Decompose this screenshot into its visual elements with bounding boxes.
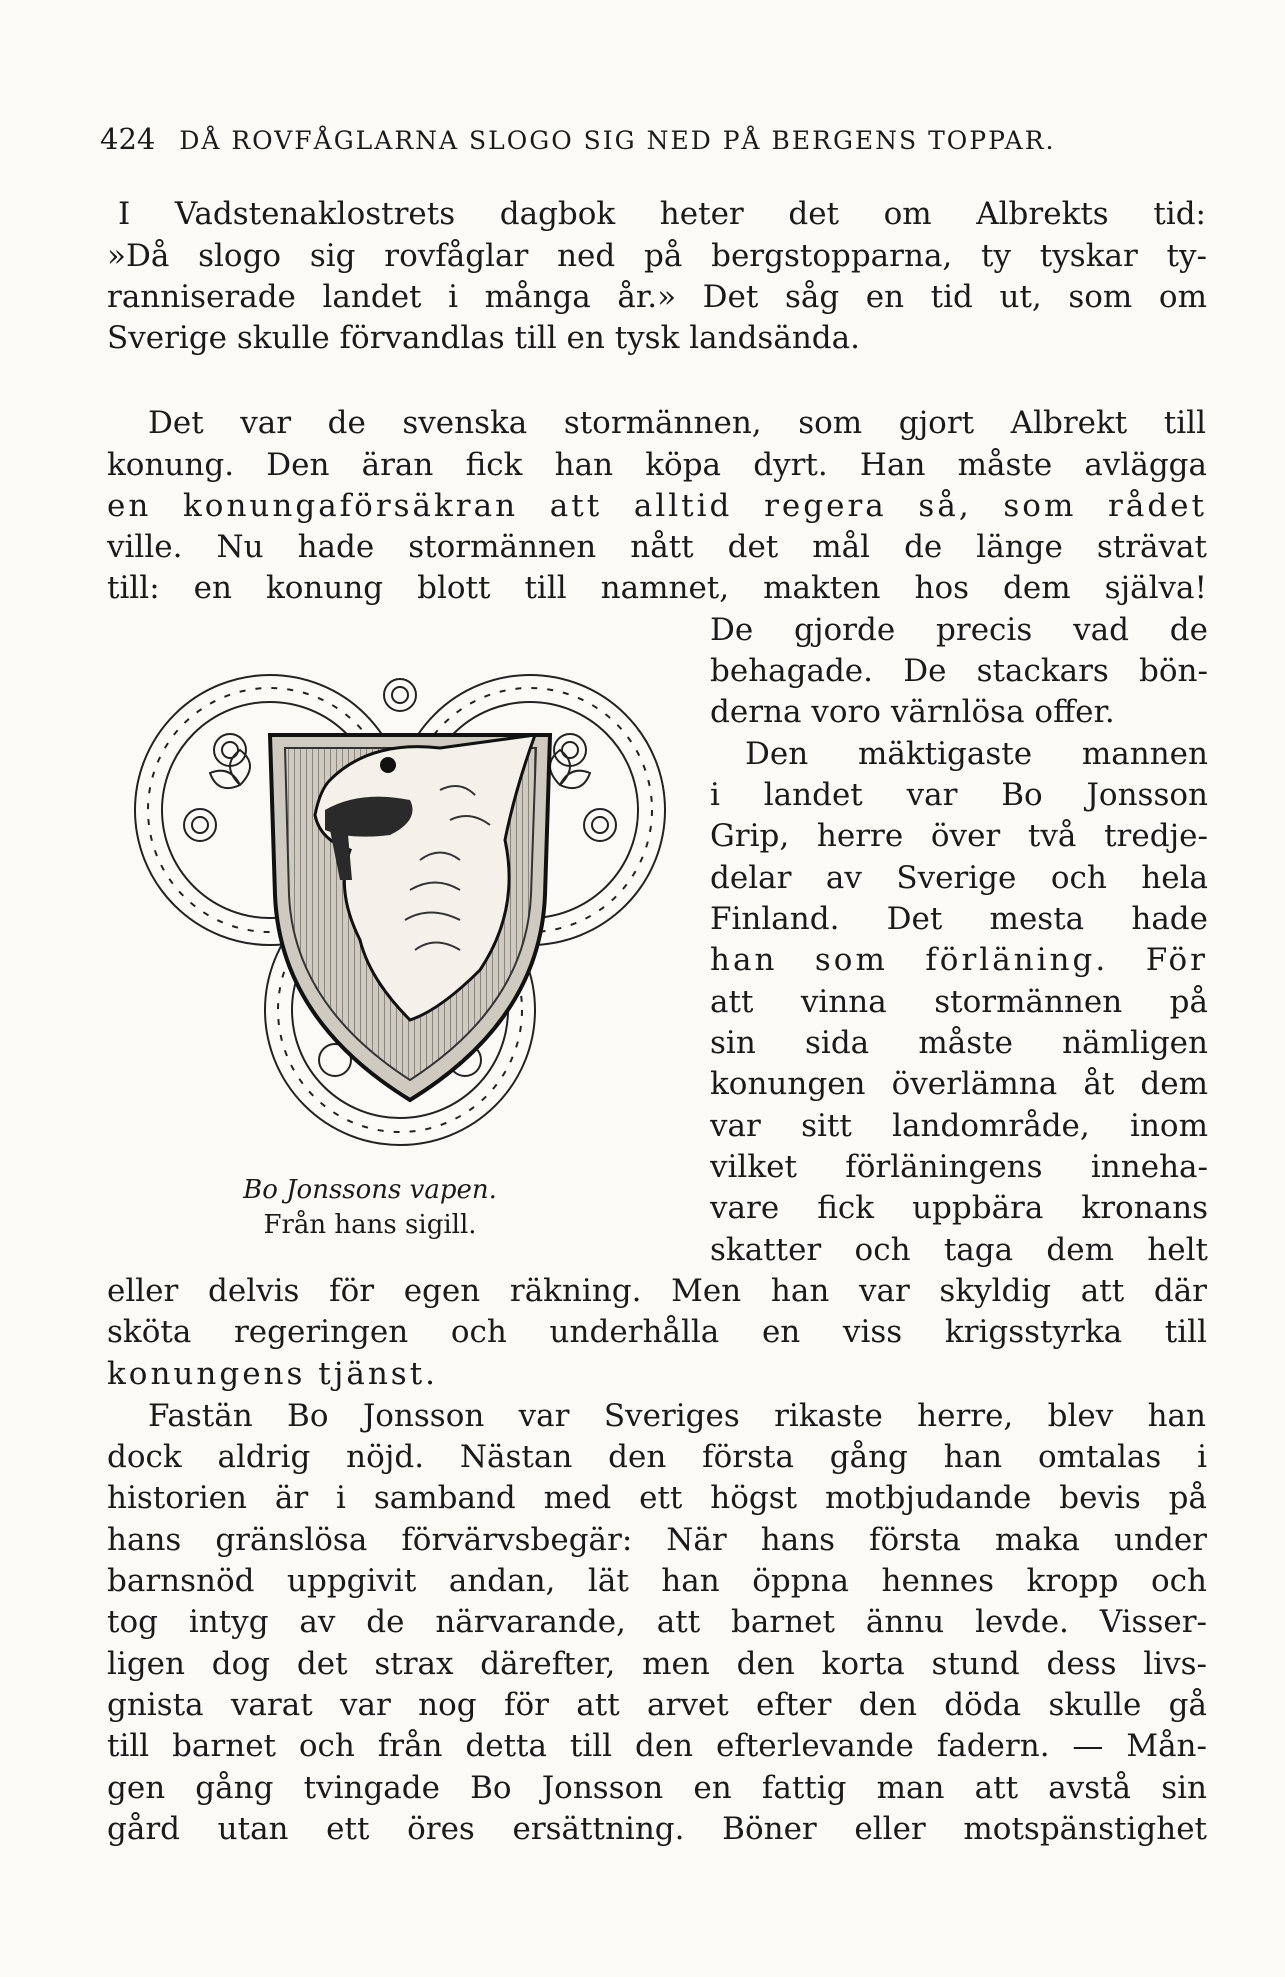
text-line: I Vadstenaklostrets dagbok heter det om Albrekts tid:	[118, 196, 1206, 232]
running-header	[100, 122, 1210, 156]
text-line: De gjorde precis vad de	[710, 612, 1208, 648]
text-line: gård utan ett öres ersättning. Böner eller motspänstighet	[107, 1811, 1207, 1847]
text-line: att vinna stormännen på	[710, 984, 1208, 1020]
text-line: i landet var Bo Jonsson	[710, 777, 1208, 813]
text-line: dock aldrig nöjd. Nästan den första gång han omtalas i	[107, 1439, 1207, 1475]
running-title: DÅ ROVFÅGLARNA SLOGO SIG NED PÅ BERGENS TOPPAR.	[179, 126, 1056, 155]
text-line: Den mäktigaste mannen	[745, 736, 1208, 772]
text-line: tog intyg av de närvarande, att barnet ännu levde. Visser-	[107, 1604, 1207, 1640]
text-line: Grip, herre över två tredje-	[710, 818, 1208, 854]
figure-caption-title: Bo Jonssons vapen.	[243, 1175, 497, 1205]
text-line: till barnet och från detta till den efterlevande fadern. — Mån-	[107, 1728, 1207, 1764]
text-line: delar av Sverige och hela	[710, 860, 1208, 896]
text-line: Finland. Det mesta hade	[710, 901, 1208, 937]
text-line: »Då slogo sig rovfåglar ned på bergstopparna, ty tyskar ty-	[107, 238, 1207, 274]
text-line: till: en konung blott till namnet, makten hos dem själva!	[107, 570, 1207, 606]
text-line: hans gränslösa förvärvsbegär: När hans första maka under	[107, 1522, 1207, 1558]
text-line: Det var de svenska stormännen, som gjort Albrekt till	[148, 405, 1206, 441]
text-line: han som förläning. För	[710, 942, 1208, 978]
text-line: sin sida måste nämligen	[710, 1025, 1208, 1061]
seal-illustration	[120, 640, 680, 1160]
text-line: historien är i samband med ett högst motbjudande bevis på	[107, 1480, 1207, 1516]
text-line: Fastän Bo Jonsson var Sveriges rikaste herre, blev han	[148, 1398, 1206, 1434]
text-line: en konungaförsäkran att alltid regera så, som rådet	[107, 488, 1207, 524]
text-line: var sitt landområde, inom	[710, 1108, 1208, 1144]
text-line: konungens tjänst.	[107, 1356, 438, 1392]
figure-caption-source: Från hans sigill.	[263, 1210, 477, 1240]
text-line: vare fick uppbära kronans	[710, 1190, 1208, 1226]
text-line: sköta regeringen och underhålla en viss krigsstyrka till	[107, 1314, 1207, 1350]
text-line: ville. Nu hade stormännen nått det mål de länge strävat	[107, 529, 1207, 565]
text-line: barnsnöd uppgivit andan, lät han öppna hennes kropp och	[107, 1563, 1207, 1599]
text-line: Sverige skulle förvandlas till en tysk landsända.	[107, 320, 860, 356]
text-line: derna voro värnlösa offer.	[710, 694, 1115, 730]
text-line: vilket förläningens inneha-	[710, 1149, 1208, 1185]
text-line: gen gång tvingade Bo Jonsson en fattig man att avstå sin	[107, 1770, 1207, 1806]
text-line: konung. Den äran fick han köpa dyrt. Han måste avlägga	[107, 447, 1207, 483]
text-line: skatter och taga dem helt	[710, 1232, 1208, 1268]
text-line: konungen överlämna åt dem	[710, 1066, 1208, 1102]
page-number: 424	[100, 122, 156, 156]
text-line: eller delvis för egen räkning. Men han var skyldig att där	[107, 1273, 1207, 1309]
text-line: ranniserade landet i många år.» Det såg en tid ut, som om	[107, 279, 1207, 315]
text-line: behagade. De stackars bön-	[710, 653, 1208, 689]
text-line: ligen dog det strax därefter, men den korta stund dess livs-	[107, 1646, 1207, 1682]
text-line: gnista varat var nog för att arvet efter den döda skulle gå	[107, 1687, 1207, 1723]
